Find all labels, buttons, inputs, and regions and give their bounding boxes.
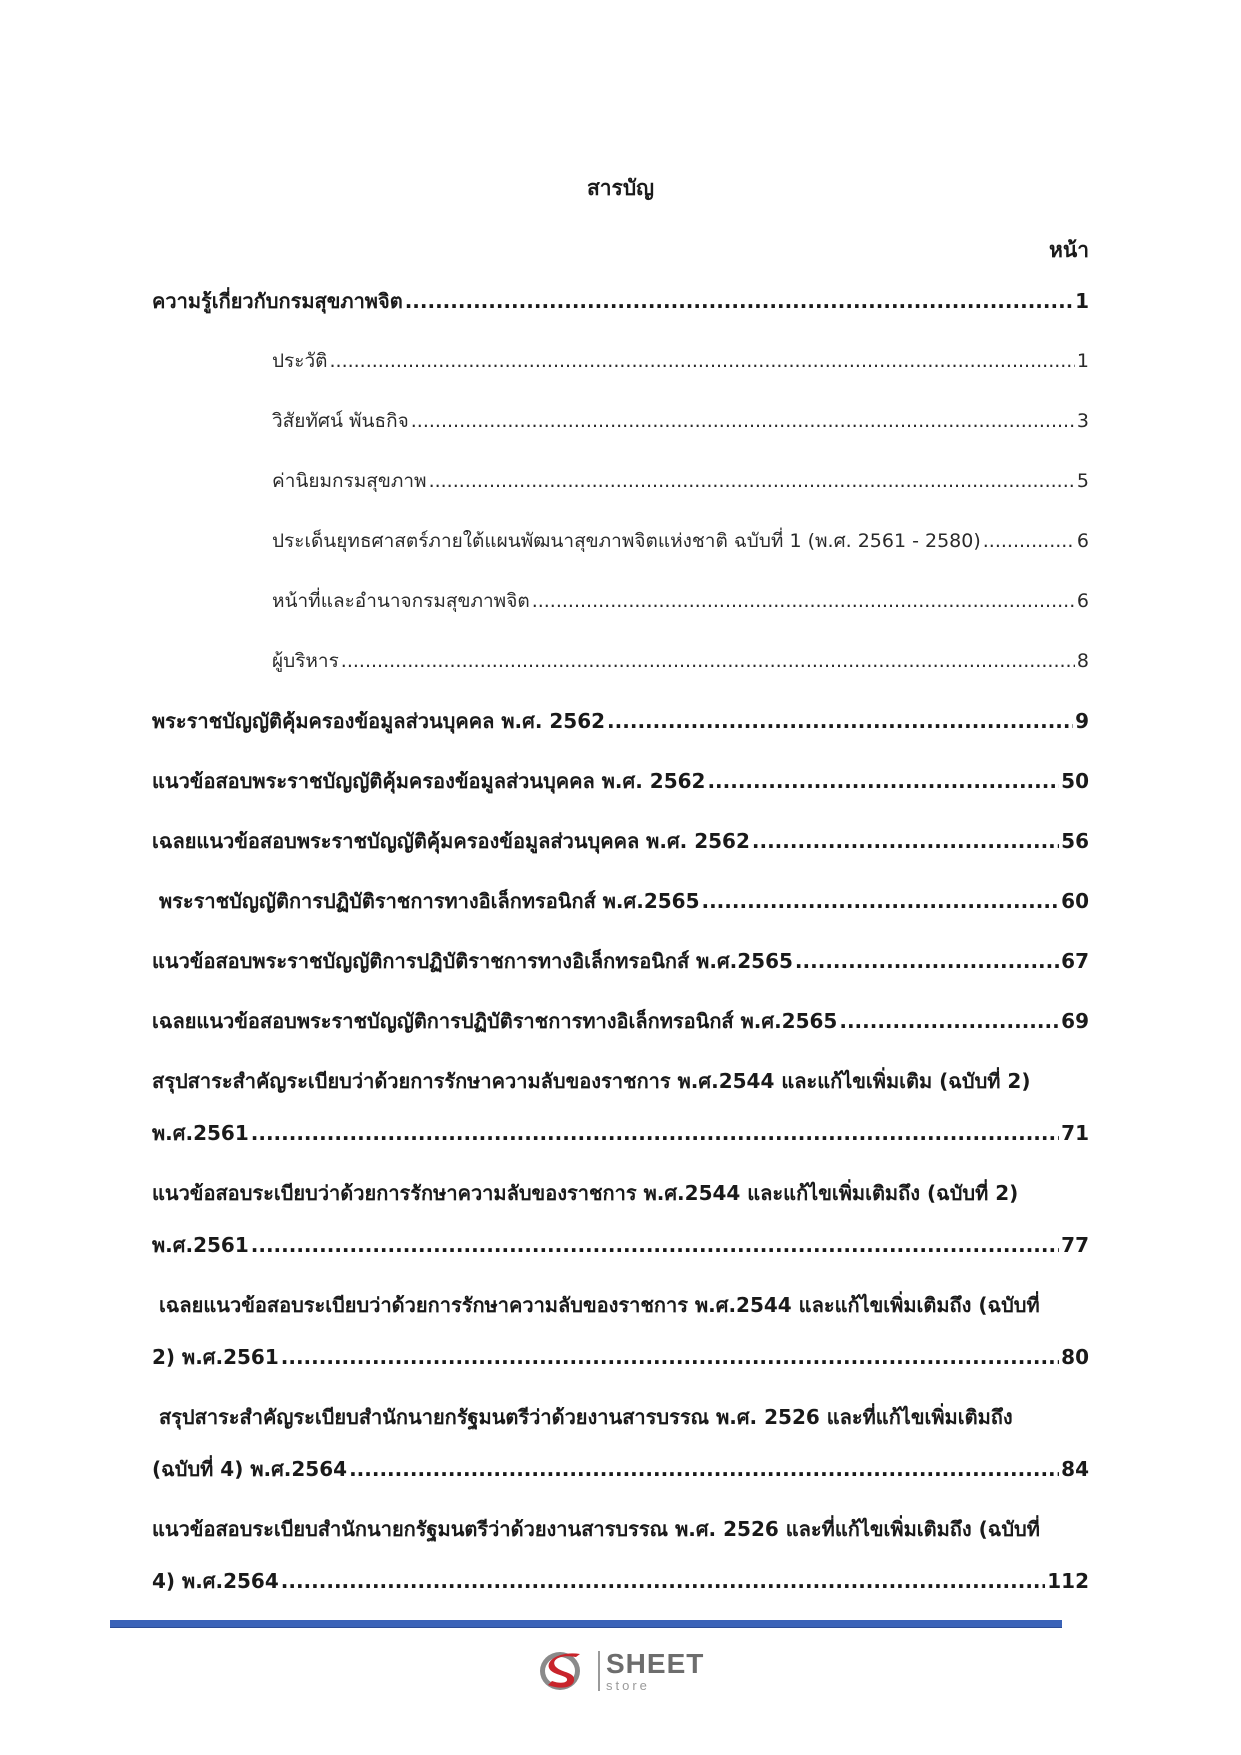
toc-entry-label: เฉลยแนวข้อสอบระเบียบว่าด้วยการรักษาความลับของราชการ พ.ศ.2544 และแก้ไขเพิ่มเติมถึง (ฉบับที่ xyxy=(152,1293,1040,1317)
dot-leader xyxy=(341,646,1075,676)
toc-entry-label-continued: 2) พ.ศ.2561 xyxy=(152,1345,279,1369)
toc-entry-label: เฉลยแนวข้อสอบพระราชบัญญัติคุ้มครองข้อมูลส่วนบุคคล พ.ศ. 2562 xyxy=(152,829,750,853)
toc-page-number: 69 xyxy=(1061,1009,1089,1033)
toc-entry-label: ความรู้เกี่ยวกับกรมสุขภาพจิต xyxy=(152,289,403,313)
dot-leader xyxy=(429,466,1075,496)
dot-leader xyxy=(251,1118,1059,1148)
dot-leader xyxy=(281,1342,1059,1372)
toc-entry-pdpa[interactable] xyxy=(152,706,1089,736)
page-column-label: หน้า xyxy=(1049,238,1089,262)
toc-page-number: 60 xyxy=(1061,889,1089,913)
toc-subentry-history[interactable] xyxy=(152,346,1089,376)
toc-subentry-values[interactable] xyxy=(152,466,1089,496)
toc-page-number: 1 xyxy=(1076,350,1089,372)
dot-leader xyxy=(411,406,1075,436)
toc-subentry-executives[interactable] xyxy=(152,646,1089,676)
toc-page-number: 6 xyxy=(1076,590,1089,612)
toc-entry-saraban-summary[interactable] xyxy=(152,1402,1089,1484)
toc-page-number: 80 xyxy=(1061,1345,1089,1369)
toc-entry-label-continued: 4) พ.ศ.2564 xyxy=(152,1569,279,1593)
toc-subentry-strategy[interactable] xyxy=(152,526,1089,556)
toc-entry-label: วิสัยทัศน์ พันธกิจ xyxy=(272,410,409,432)
toc-page-number: 9 xyxy=(1075,709,1089,733)
dot-leader xyxy=(251,1230,1059,1260)
toc-entry-pdpa-answers[interactable] xyxy=(152,826,1089,856)
toc-entry-label-continued: (ฉบับที่ 4) พ.ศ.2564 xyxy=(152,1457,348,1481)
toc-entry-label: แนวข้อสอบพระราชบัญญัติการปฏิบัติราชการทางอิเล็กทรอนิกส์ พ.ศ.2565 xyxy=(152,949,793,973)
toc-page-number: 67 xyxy=(1061,949,1089,973)
toc-entry-label: แนวข้อสอบพระราชบัญญัติคุ้มครองข้อมูลส่วนบุคคล พ.ศ. 2562 xyxy=(152,769,706,793)
dot-leader xyxy=(349,1454,1059,1484)
footer-divider xyxy=(110,1620,1062,1628)
toc-entry-label-continued: พ.ศ.2561 xyxy=(152,1233,249,1257)
dot-leader xyxy=(281,1566,1045,1596)
toc-page-number: 50 xyxy=(1061,769,1089,793)
dot-leader xyxy=(701,886,1059,916)
logo-separator xyxy=(598,1651,600,1691)
dot-leader xyxy=(405,286,1073,316)
toc-subentry-vision-mission[interactable] xyxy=(152,406,1089,436)
toc-page-number: 71 xyxy=(1061,1121,1089,1145)
toc-page-number: 1 xyxy=(1075,289,1089,313)
toc-entry-secrecy-summary[interactable] xyxy=(152,1066,1089,1148)
toc-entry-label: หน้าที่และอำนาจกรมสุขภาพจิต xyxy=(272,590,530,612)
toc-entry-secrecy-answers[interactable] xyxy=(152,1290,1089,1372)
sheet-store-logo xyxy=(536,1648,704,1694)
dot-leader xyxy=(532,586,1075,616)
logo-subtext: store xyxy=(606,1678,650,1693)
toc-entry-label-continued: พ.ศ.2561 xyxy=(152,1121,249,1145)
dot-leader xyxy=(983,526,1075,556)
toc-page-number: 56 xyxy=(1061,829,1089,853)
toc-entry-label: สรุปสาระสำคัญระเบียบว่าด้วยการรักษาความลับของราชการ พ.ศ.2544 และแก้ไขเพิ่มเติม (ฉบับที่ 2) xyxy=(152,1069,1031,1093)
dot-leader xyxy=(607,706,1073,736)
toc-page-number: 8 xyxy=(1076,650,1089,672)
page-title: สารบัญ xyxy=(586,176,655,200)
toc-page-number: 3 xyxy=(1076,410,1089,432)
toc-entry-e-gov-exam[interactable] xyxy=(152,946,1089,976)
dot-leader xyxy=(839,1006,1059,1036)
toc-entry-label: แนวข้อสอบระเบียบว่าด้วยการรักษาความลับของราชการ พ.ศ.2544 และแก้ไขเพิ่มเติมถึง (ฉบับที่ 2) xyxy=(152,1181,1019,1205)
toc-entry-label: พระราชบัญญัติคุ้มครองข้อมูลส่วนบุคคล พ.ศ. 2562 xyxy=(152,709,606,733)
toc-entry-label: พระราชบัญญัติการปฏิบัติราชการทางอิเล็กทรอนิกส์ พ.ศ.2565 xyxy=(152,889,700,913)
dot-leader xyxy=(795,946,1059,976)
toc-page-number: 6 xyxy=(1076,530,1089,552)
toc-page-number: 84 xyxy=(1061,1457,1089,1481)
dot-leader xyxy=(752,826,1059,856)
toc-entry-e-gov-act[interactable] xyxy=(152,886,1089,916)
sheet-store-logo-icon xyxy=(536,1648,594,1694)
table-of-contents xyxy=(152,286,1089,1626)
toc-page-number: 112 xyxy=(1047,1569,1089,1593)
toc-entry-label: สรุปสาระสำคัญระเบียบสำนักนายกรัฐมนตรีว่าด้วยงานสารบรรณ พ.ศ. 2526 และที่แก้ไขเพิ่มเติมถึง xyxy=(152,1405,1013,1429)
toc-entry-dmh-knowledge[interactable] xyxy=(152,286,1089,316)
toc-entry-label: ประเด็นยุทธศาสตร์ภายใต้แผนพัฒนาสุขภาพจิตแห่งชาติ ฉบับที่ 1 (พ.ศ. 2561 - 2580) xyxy=(272,530,981,552)
dot-leader xyxy=(329,346,1074,376)
toc-entry-pdpa-exam[interactable] xyxy=(152,766,1089,796)
toc-entry-saraban-exam[interactable] xyxy=(152,1514,1089,1596)
toc-page-number: 77 xyxy=(1061,1233,1089,1257)
dot-leader xyxy=(707,766,1059,796)
toc-page-number: 5 xyxy=(1076,470,1089,492)
toc-subentry-duties[interactable] xyxy=(152,586,1089,616)
toc-entry-label: ค่านิยมกรมสุขภาพ xyxy=(272,470,427,492)
toc-entry-label: เฉลยแนวข้อสอบพระราชบัญญัติการปฏิบัติราชการทางอิเล็กทรอนิกส์ พ.ศ.2565 xyxy=(152,1009,838,1033)
toc-entry-e-gov-answers[interactable] xyxy=(152,1006,1089,1036)
toc-entry-label: แนวข้อสอบระเบียบสำนักนายกรัฐมนตรีว่าด้วยงานสารบรรณ พ.ศ. 2526 และที่แก้ไขเพิ่มเติมถึง (ฉบับที่ xyxy=(152,1517,1040,1541)
toc-entry-label: ประวัติ xyxy=(272,350,328,372)
toc-entry-secrecy-exam[interactable] xyxy=(152,1178,1089,1260)
logo-wordmark: SHEET xyxy=(606,1648,705,1679)
toc-entry-label: ผู้บริหาร xyxy=(272,650,339,672)
